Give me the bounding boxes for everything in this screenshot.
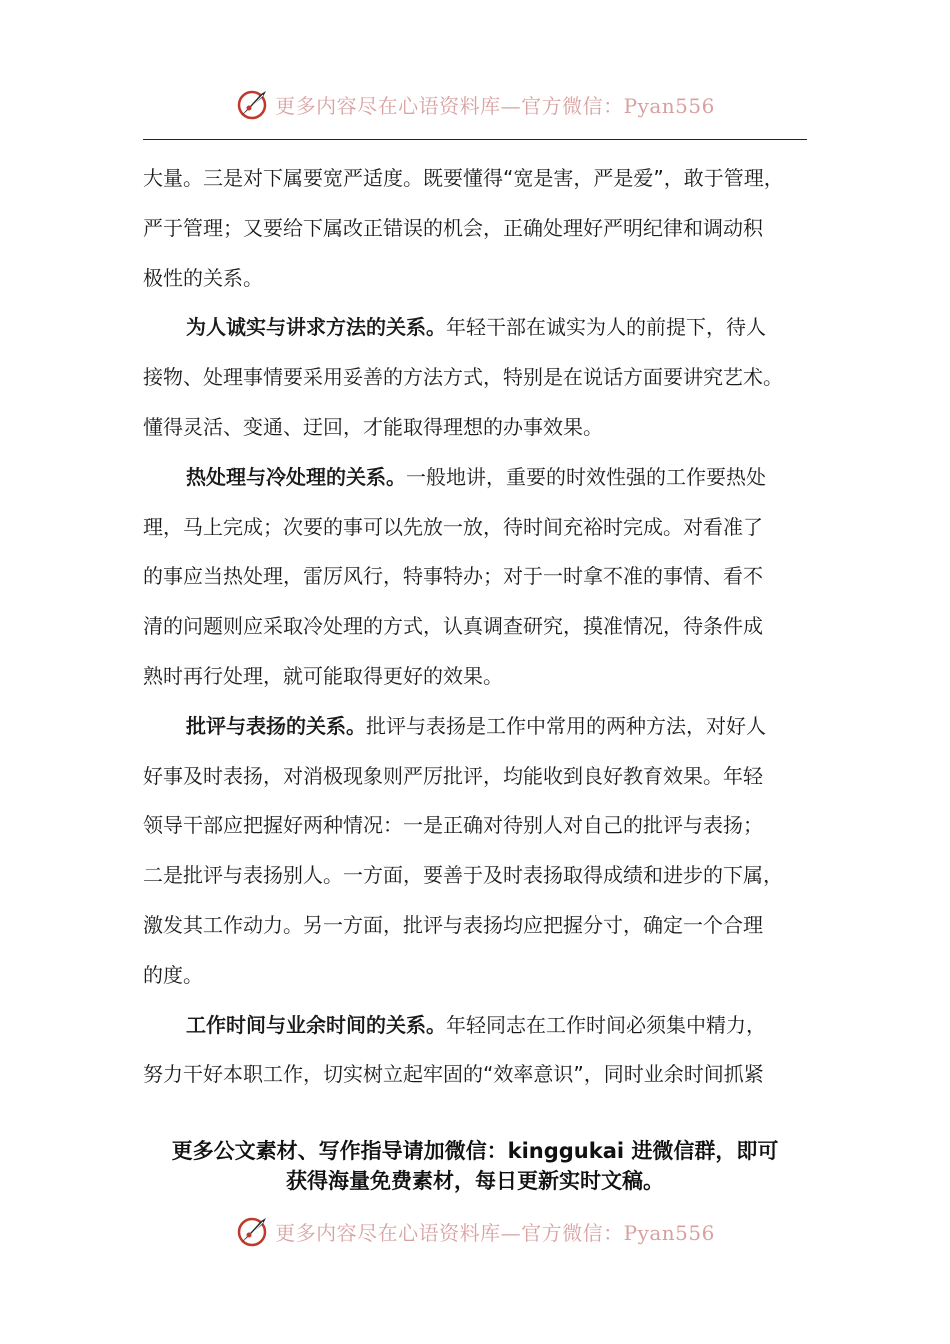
footer-banner-text: 更多内容尽在心语资料库—官方微信：Pyan556: [275, 1220, 715, 1245]
header-divider: [143, 139, 807, 140]
paragraph-4: [143, 702, 823, 1001]
quill-logo-icon: [235, 1213, 271, 1249]
section-heading: 为人诚实与讲求方法的关系。: [186, 315, 446, 340]
text-line: [143, 702, 823, 752]
section-heading: 工作时间与业余时间的关系。: [186, 1012, 446, 1037]
text-line: 的度。: [143, 962, 203, 987]
paragraph-1: [143, 154, 823, 303]
text-line: 极性的关系。: [143, 265, 263, 290]
text-line: 大量。三是对下属要宽严适度。既要懂得“宽是害，严是爱”，敢于管理，: [143, 166, 784, 190]
section-heading: 批评与表扬的关系。: [186, 713, 366, 738]
text-line: 努力干好本职工作，切实树立起牢固的“效率意识”，同时业余时间抓紧: [143, 1062, 764, 1087]
text-span: 年轻同志在工作时间必须集中精力，: [446, 1012, 766, 1037]
document-body: [143, 154, 823, 1100]
section-heading: 热处理与冷处理的关系。: [186, 464, 406, 489]
text-span: 批评与表扬是工作中常用的两种方法，对好人: [366, 713, 766, 738]
footer-banner: [0, 1211, 950, 1251]
text-line: 领导干部应把握好两种情况：一是正确对待别人对自己的批评与表扬；: [143, 813, 763, 838]
paragraph-3: [143, 453, 823, 702]
footer-notice-line: 更多公文素材、写作指导请加微信：kinggukai 进微信群，即可: [171, 1139, 779, 1163]
footer-notice: [0, 1136, 950, 1196]
text-span: 一般地讲，重要的时效性强的工作要热处: [406, 464, 766, 489]
text-line: 接物、处理事情要采用妥善的方法方式，特别是在说话方面要讲究艺术。: [143, 365, 783, 390]
text-line: 二是批评与表扬别人。一方面，要善于及时表扬取得成绩和进步的下属，: [143, 863, 783, 888]
paragraph-2: [143, 303, 823, 452]
text-span: 年轻干部在诚实为人的前提下，待人: [446, 315, 766, 340]
paragraph-5: [143, 1001, 823, 1101]
text-line: 激发其工作动力。另一方面，批评与表扬均应把握分寸，确定一个合理: [143, 912, 763, 937]
text-line: [143, 453, 823, 503]
footer-notice-line: 获得海量免费素材，每日更新实时文稿。: [286, 1169, 664, 1193]
text-line: 的事应当热处理，雷厉风行，特事特办；对于一时拿不准的事情、看不: [143, 564, 763, 589]
text-line: 熟时再行处理，就可能取得更好的效果。: [143, 663, 503, 688]
header-banner: [0, 84, 950, 124]
text-line: 严于管理；又要给下属改正错误的机会，正确处理好严明纪律和调动积: [143, 215, 763, 240]
text-line: 理，马上完成；次要的事可以先放一放，待时间充裕时完成。对看准了: [143, 514, 763, 539]
header-banner-text: 更多内容尽在心语资料库—官方微信：Pyan556: [275, 93, 715, 118]
text-line: [143, 303, 823, 353]
text-line: 懂得灵活、变通、迂回，才能取得理想的办事效果。: [143, 414, 603, 439]
text-line: 清的问题则应采取冷处理的方式，认真调查研究，摸准情况，待条件成: [143, 614, 763, 639]
quill-logo-icon: [235, 86, 271, 122]
text-line: 好事及时表扬，对消极现象则严厉批评，均能收到良好教育效果。年轻: [143, 763, 763, 788]
text-line: [143, 1001, 823, 1051]
